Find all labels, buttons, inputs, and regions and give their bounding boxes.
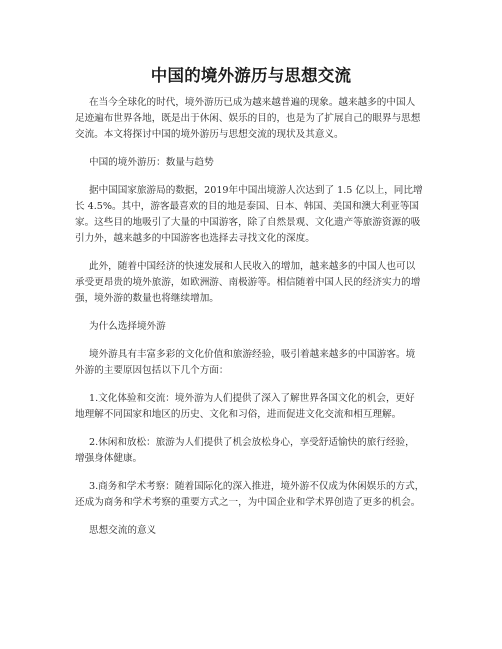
reason2-line-2: 增强身体健康。 — [75, 453, 143, 464]
section2-p1-line-1: 境外游具有丰富多彩的文化价值和旅游经验，吸引着越来越多的中国游客。境 — [89, 349, 416, 360]
section1-heading: 中国的境外游历：数量与趋势 — [89, 157, 214, 168]
reason3-line-2: 还成为商务和学术考察的重要方式之一，为中国企业和学术界创造了更多的机会。 — [75, 497, 421, 508]
document-title: 中国的境外游历与思想交流 — [150, 66, 352, 85]
section2-heading: 为什么选择境外游 — [89, 321, 166, 332]
section1-p1-line-4: 引力外，越来越多的中国游客也选择去寻找文化的深度。 — [75, 233, 315, 244]
intro-line-3: 交流。本文将探讨中国的境外游历与思想交流的现状及其意义。 — [75, 129, 344, 140]
section3-heading: 思想交流的意义 — [89, 525, 157, 536]
intro-line-2: 足迹遍布世界各地，既是出于休闲、娱乐的目的，也是为了扩展自己的眼界与思想 — [75, 113, 421, 124]
reason1-line-1: 1.文化体验和交流：境外游为人们提供了深入了解世界各国文化的机会，更好 — [89, 393, 415, 404]
section2-p1-line-2: 外游的主要原因包括以下几个方面： — [75, 365, 229, 376]
section1-p1-line-1: 据中国国家旅游局的数据，2019年中国出境游人次达到了 1.5 亿以上，同比增 — [89, 185, 423, 196]
reason2-line-1: 2.休闲和放松：旅游为人们提供了机会放松身心，享受舒适愉快的旅行经验， — [89, 437, 415, 448]
section1-p2-line-1: 此外，随着中国经济的快速发展和人民收入的增加，越来越多的中国人也可以 — [89, 261, 416, 272]
section1-p1-line-3: 家。这些目的地吸引了大量的中国游客，除了自然景观、文化遗产等旅游资源的吸 — [75, 217, 421, 228]
section1-p2-line-3: 强，境外游的数量也将继续增加。 — [75, 293, 219, 304]
reason1-line-2: 地理解不同国家和地区的历史、文化和习俗，进而促进文化交流和相互理解。 — [75, 409, 402, 420]
section1-p2-line-2: 承受更昂贵的境外旅游，如欧洲游、南极游等。相信随着中国人民的经济实力的增 — [75, 277, 421, 288]
reason3-line-1: 3.商务和学术考察：随着国际化的深入推进，境外游不仅成为休闲娱乐的方式， — [89, 481, 425, 492]
intro-line-1: 在当今全球化的时代，境外游历已成为越来越普遍的现象。越来越多的中国人 — [89, 97, 416, 108]
section1-p1-line-2: 长 4.5%。其中，游客最喜欢的目的地是泰国、日本、韩国、美国和澳大利亚等国 — [75, 201, 420, 212]
